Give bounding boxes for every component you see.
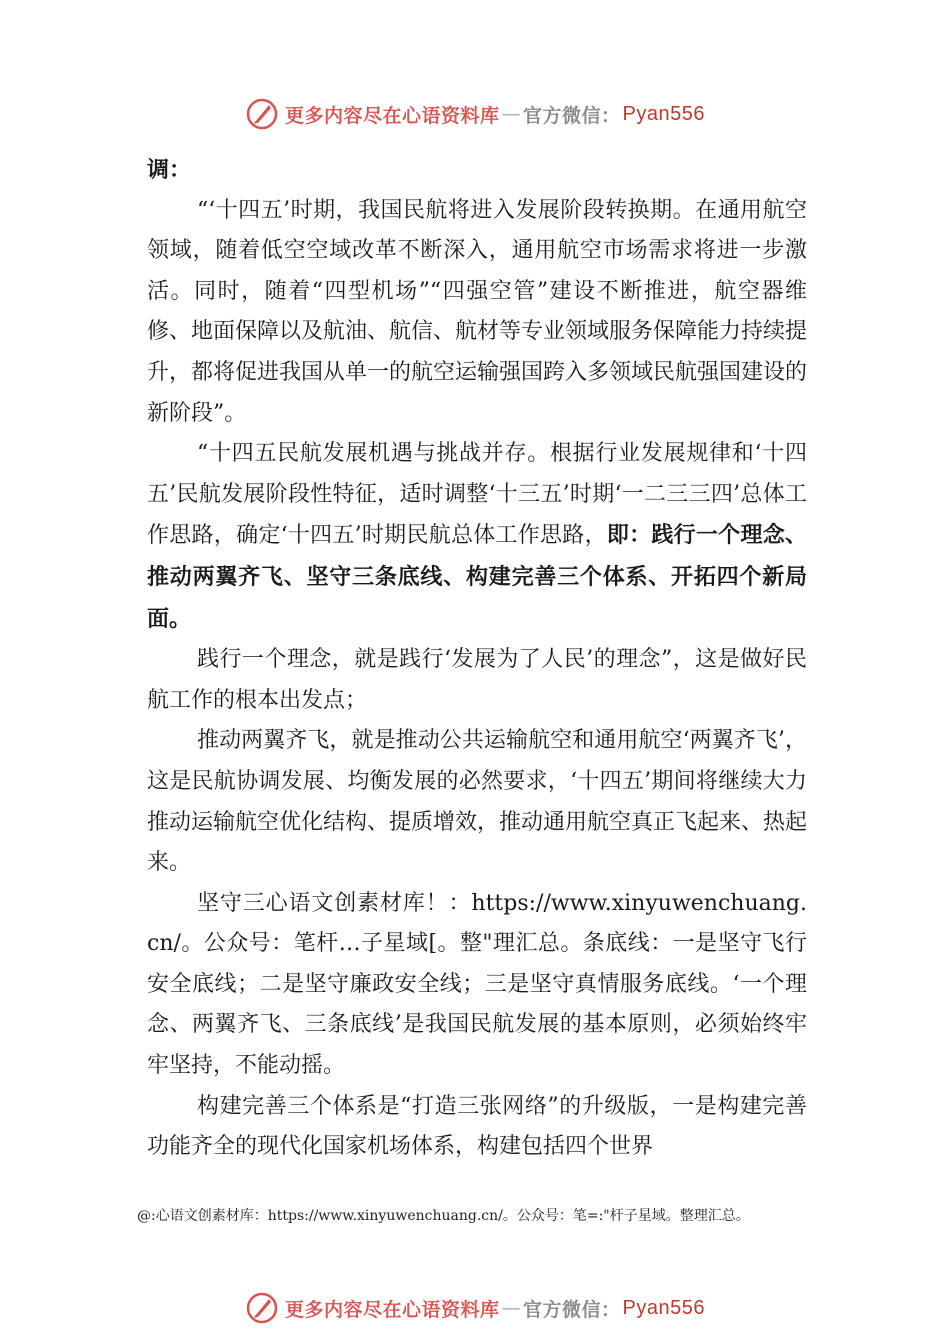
paragraph-4: 推动两翼齐飞，就是推动公共运输航空和通用航空‘两翼齐飞’，这是民航协调发展、均衡发展的必然要求，‘十四五’期间将继续大力推动运输航空优化结构、提质增效，推动通用航空真正飞起来、热起来。 xyxy=(147,728,808,876)
paragraph-6: 构建完善三个体系是“打造三张网络”的升级版，一是构建完善功能齐全的现代化国家机场体系，构建包括四个世界 xyxy=(147,1093,807,1160)
paragraph-2-text: “十四五民航发展机遇与挑战并存。根据行业发展规律和‘十四五’民航发展阶段性特征，适时调整‘十三五’时期‘一二三三四’总体工作思路，确定‘十四五’时期民航总体工作思路， xyxy=(147,441,807,549)
paragraph-3: 践行一个理念，就是践行‘发展为了人民’的理念”，这是做好民航工作的根本出发点； xyxy=(147,647,807,713)
paragraph-2 xyxy=(147,434,807,640)
paragraph-0: 调： xyxy=(147,157,192,183)
footer-banner xyxy=(0,1286,950,1330)
header-banner xyxy=(0,92,950,136)
quill-pen-logo-icon xyxy=(245,1291,279,1325)
footer-brand: 更多内容尽在心语资料库 xyxy=(285,1298,500,1321)
paragraph-5: 坚守三心语文创素材库！：https://www.xinyuwenchuang.cn/。公众号：笔杆…子星域[。整"理汇总。条底线：一是坚守飞行安全底线；二是坚守廉政安全线；三是坚守真情服务底线。‘一个理念、两翼齐飞、三条底线’是我国民航发展的基本原则，必须始终牢牢坚持，不能动摇。 xyxy=(147,890,807,1079)
footer-id: Pyan556 xyxy=(622,1296,705,1319)
banner-id: Pyan556 xyxy=(622,102,705,125)
banner-dash: — xyxy=(501,103,522,125)
footer-dash: — xyxy=(501,1297,522,1319)
banner-sub: 官方微信： xyxy=(523,104,621,127)
paragraph-2-bold: 即：践行一个理念、推动两翼齐飞、坚守三条底线、构建完善三个体系、开拓四个新局面。 xyxy=(147,522,807,632)
banner-brand: 更多内容尽在心语资料库 xyxy=(285,104,500,127)
footer-sub: 官方微信： xyxy=(523,1298,621,1321)
footnote: @:心语文创素材库：https://www.xinyuwenchuang.cn/。公众号：笔=:"杆子星域。整理汇总。 xyxy=(137,1208,750,1224)
paragraph-1: “‘十四五’时期，我国民航将进入发展阶段转换期。在通用航空领域，随着低空空域改革不断深入，通用航空市场需求将进一步激活。同时，随着“四型机场”“四强空管”建设不断推进，航空器维修、地面保障以及航油、航信、航材等专业领域服务保障能力持续提升，都将促进我国从单一的航空运输强国跨入多领域民航强国建设的新阶段”。 xyxy=(147,197,808,426)
document-body xyxy=(147,150,807,1168)
quill-pen-logo-icon xyxy=(245,97,279,131)
